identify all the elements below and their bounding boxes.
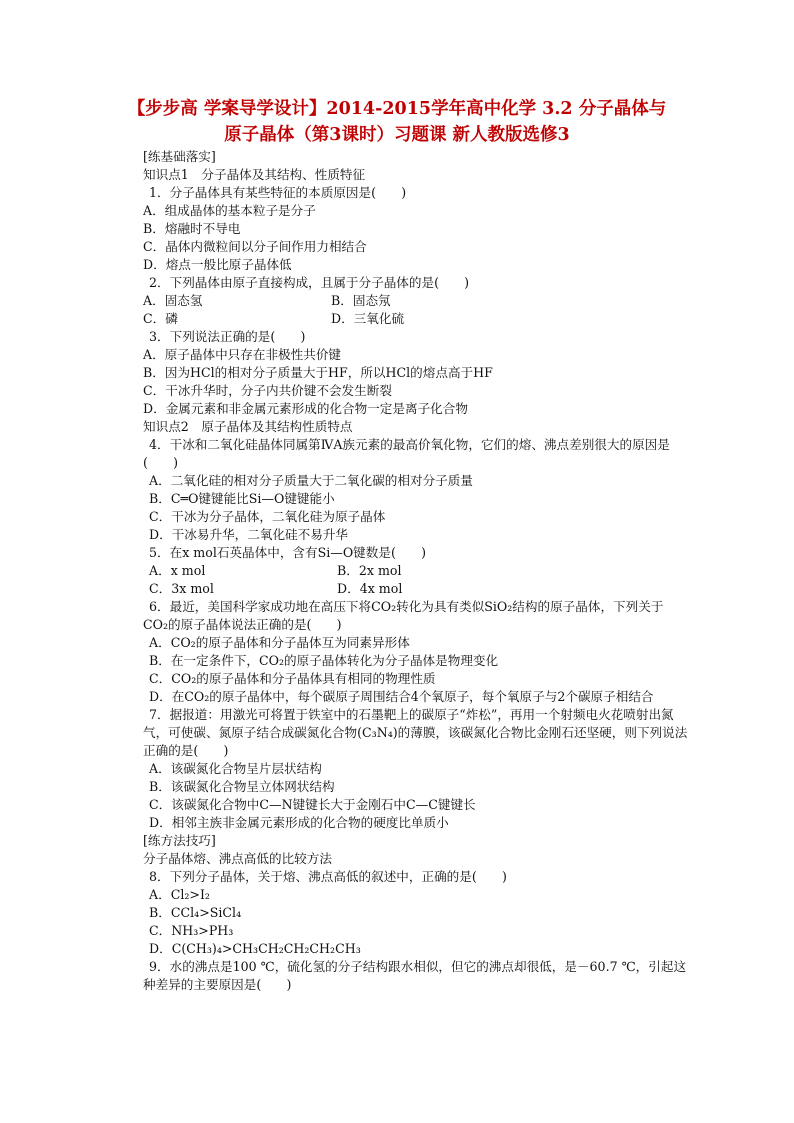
question-7-option-d: D．相邻主族非金属元素形成的化合物的硬度比单质小 bbox=[149, 815, 449, 830]
question-5-option-b: B．2x mol bbox=[337, 563, 402, 578]
section-heading-basic: [练基础落实] bbox=[143, 149, 216, 164]
question-1-option-b: B．熔融时不导电 bbox=[143, 221, 241, 236]
question-2-stem: 2．下列晶体由原子直接构成，且属于分子晶体的是( ) bbox=[149, 275, 470, 290]
question-6-option-c: C．CO₂的原子晶体和分子晶体具有相同的物理性质 bbox=[149, 671, 436, 686]
question-4-option-b: B．C═O键键能比Si—O键键能小 bbox=[149, 491, 335, 506]
question-2-option-b: B．固态氖 bbox=[331, 293, 391, 308]
question-5-options-row-1 bbox=[143, 562, 688, 580]
question-2-option-c: C．磷 bbox=[143, 311, 178, 326]
question-8-option-d: D．C(CH₃)₄>CH₃CH₂CH₂CH₂CH₃ bbox=[149, 941, 361, 956]
question-4-option-d: D．干冰易升华，二氧化硅不易升华 bbox=[149, 527, 349, 542]
question-4-option-a: A．二氧化硅的相对分子质量大于二氧化碳的相对分子质量 bbox=[149, 473, 473, 488]
question-2-options-row-1 bbox=[143, 292, 688, 310]
question-7-option-c: C．该碳氮化合物中C—N键键长大于金刚石中C—C键键长 bbox=[149, 797, 476, 812]
question-8-stem: 8．下列分子晶体，关于熔、沸点高低的叙述中，正确的是( ) bbox=[149, 869, 507, 884]
knowledge-point-2: 知识点2 原子晶体及其结构性质特点 bbox=[143, 419, 353, 434]
title-line-1: 【步步高 学案导学设计】2014-2015学年高中化学 3.2 分子晶体与 bbox=[127, 99, 667, 119]
title-line-2: 原子晶体（第3课时）习题课 新人教版选修3 bbox=[224, 125, 570, 145]
question-4-stem: 4．干冰和二氧化硅晶体同属第ⅣA族元素的最高价氧化物，它们的熔、沸点差别很大的原因是( ) bbox=[143, 437, 670, 470]
question-2-option-d: D．三氧化硫 bbox=[331, 311, 405, 326]
question-5-options-row-2 bbox=[143, 580, 688, 598]
question-5-option-c: C．3x mol bbox=[149, 581, 214, 596]
question-9-stem: 9．水的沸点是100 ℃，硫化氢的分子结构跟水相似，但它的沸点却很低，是－60.7 ℃，引起这种差异的主要原因是( ) bbox=[143, 959, 687, 992]
question-5-stem: 5．在x mol石英晶体中，含有Si—O键数是( ) bbox=[149, 545, 426, 560]
question-3-option-c: C．干冰升华时，分子内共价键不会发生断裂 bbox=[143, 383, 392, 398]
document-body bbox=[143, 148, 688, 994]
question-3-option-a: A．原子晶体中只存在非极性共价键 bbox=[143, 347, 342, 362]
question-6-option-a: A．CO₂的原子晶体和分子晶体互为同素异形体 bbox=[149, 635, 410, 650]
question-2-options-row-2 bbox=[143, 310, 688, 328]
knowledge-point-1: 知识点1 分子晶体及其结构、性质特征 bbox=[143, 167, 366, 182]
question-6-option-b: B．在一定条件下，CO₂的原子晶体转化为分子晶体是物理变化 bbox=[149, 653, 499, 668]
section-heading-method: [练方法技巧] bbox=[143, 833, 216, 848]
question-8-option-b: B．CCl₄>SiCl₄ bbox=[149, 905, 242, 920]
question-1-option-a: A．组成晶体的基本粒子是分子 bbox=[143, 203, 316, 218]
method-topic: 分子晶体熔、沸点高低的比较方法 bbox=[143, 851, 332, 866]
question-1-option-c: C．晶体内微粒间以分子间作用力相结合 bbox=[143, 239, 367, 254]
question-6-option-d: D．在CO₂的原子晶体中，每个碳原子周围结合4个氧原子，每个氧原子与2个碳原子相结合 bbox=[149, 689, 654, 704]
question-1-stem: 1．分子晶体具有某些特征的本质原因是( ) bbox=[149, 185, 407, 200]
question-3-option-d: D．金属元素和非金属元素形成的化合物一定是离子化合物 bbox=[143, 401, 468, 416]
document-title bbox=[112, 96, 682, 148]
question-5-option-a: A．x mol bbox=[149, 563, 206, 578]
question-7-option-b: B．该碳氮化合物呈立体网状结构 bbox=[149, 779, 335, 794]
question-7-stem: 7．据报道：用激光可将置于铁室中的石墨靶上的碳原子“炸松”，再用一个射频电火花喷射出氮气，可使碳、氮原子结合成碳氮化合物(C₃N₄)的薄膜，该碳氮化合物比金刚石还坚硬，则下列说法正确的是( ) bbox=[143, 707, 688, 758]
question-3-option-b: B．因为HCl的相对分子质量大于HF，所以HCl的熔点高于HF bbox=[143, 365, 493, 380]
question-2-option-a: A．固态氢 bbox=[143, 293, 203, 308]
question-6-stem: 6．最近，美国科学家成功地在高压下将CO₂转化为具有类似SiO₂结构的原子晶体，下列关于CO₂的原子晶体说法正确的是( ) bbox=[143, 599, 664, 632]
question-8-option-c: C．NH₃>PH₃ bbox=[149, 923, 234, 938]
question-1-option-d: D．熔点一般比原子晶体低 bbox=[143, 257, 292, 272]
question-5-option-d: D．4x mol bbox=[337, 581, 403, 596]
question-8-option-a: A．Cl₂>I₂ bbox=[149, 887, 210, 902]
question-3-stem: 3．下列说法正确的是( ) bbox=[149, 329, 306, 344]
question-4-option-c: C．干冰为分子晶体，二氧化硅为原子晶体 bbox=[149, 509, 386, 524]
question-7-option-a: A．该碳氮化合物呈片层状结构 bbox=[149, 761, 322, 776]
